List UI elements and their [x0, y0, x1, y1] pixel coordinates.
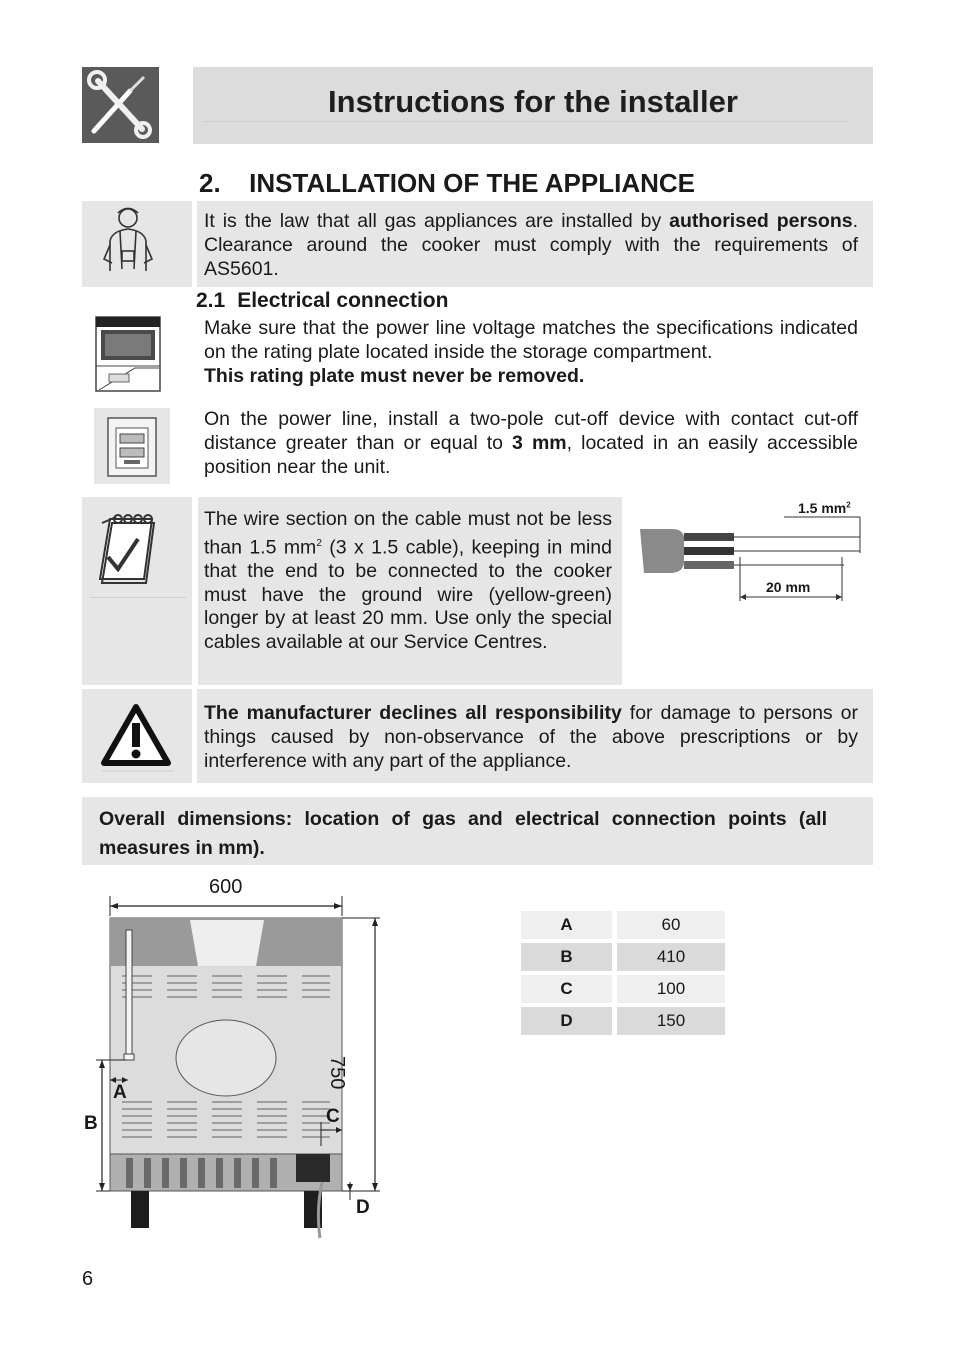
table-row [521, 911, 725, 939]
checklist-icon [82, 497, 192, 597]
ground-length-label: 20 mm [766, 579, 811, 595]
switch-icon-box [94, 408, 170, 484]
wire-section-label: 1.5 $mm^2$ [798, 500, 851, 516]
label-a: A [113, 1082, 127, 1103]
dimensions-table [516, 907, 730, 1039]
warning-paragraph: The manufacturer declines all responsibility for damage to persons or things caused by non-observance of the above prescriptions or by interference with any part of the appliance. [204, 702, 859, 772]
switch-icon [94, 408, 170, 484]
label-c: C [326, 1106, 340, 1127]
table-value: 100 [617, 975, 725, 1003]
table-value: 60 [617, 911, 725, 939]
warning-icon [82, 689, 192, 783]
table-row [521, 943, 725, 971]
table-key: A [521, 911, 612, 939]
intro-paragraph: It is the law that all gas appliances are installed by authorised persons. Clearance around the cooker must comply with the requirements of AS5601. [204, 210, 858, 280]
warning-icon-box [82, 689, 192, 783]
cable-diagram [634, 497, 874, 609]
tools-icon [82, 67, 159, 143]
table-value: 150 [617, 1007, 725, 1035]
subsection-title: 2.1 Electrical connection [196, 289, 449, 312]
table-value: 410 [617, 943, 725, 971]
table-row [521, 1007, 725, 1035]
table-key: B [521, 943, 612, 971]
height-label: 750 [326, 1056, 348, 1090]
voltage-paragraph: Make sure that the power line voltage matches the specifications indicated on the rating plate located inside the storage compartment. This rating plate must never be removed. [204, 317, 858, 387]
cutoff-paragraph: On the power line, install a two-pole cut-off device with contact cut-off distance greater than or equal to 3 mm, located in an easily accessible position near the unit. [204, 408, 859, 478]
cooker-dimension-drawing [80, 870, 400, 1250]
installer-icon [82, 201, 192, 287]
table-row [521, 975, 725, 1003]
label-d: D [356, 1197, 370, 1218]
dimensions-heading: Overall dimensions: location of gas and electrical connection points (all measures in mm). [99, 808, 827, 859]
oven-compartment-icon [95, 316, 161, 392]
section-number: 2. [199, 168, 221, 198]
page-title: Instructions for the installer [328, 84, 738, 119]
label-b: B [84, 1113, 98, 1134]
installer-icon-box [82, 201, 192, 287]
table-key: D [521, 1007, 612, 1035]
section-title-text: INSTALLATION OF THE APPLIANCE [249, 168, 695, 198]
table-key: C [521, 975, 612, 1003]
page-number: 6 [82, 1268, 94, 1290]
notes-icon-box [82, 497, 192, 685]
section-title [199, 168, 695, 199]
width-label: 600 [209, 876, 243, 898]
wire-section-paragraph: The wire section on the cable must not be less than 1.5 $mm^2$ (3 x 1.5 cable), keeping in mind that the end to be connected to the cooker must have the ground wire (yellow-green) longer by at least 20 mm. Use only the special cables available at our Service Centres. [204, 508, 612, 654]
